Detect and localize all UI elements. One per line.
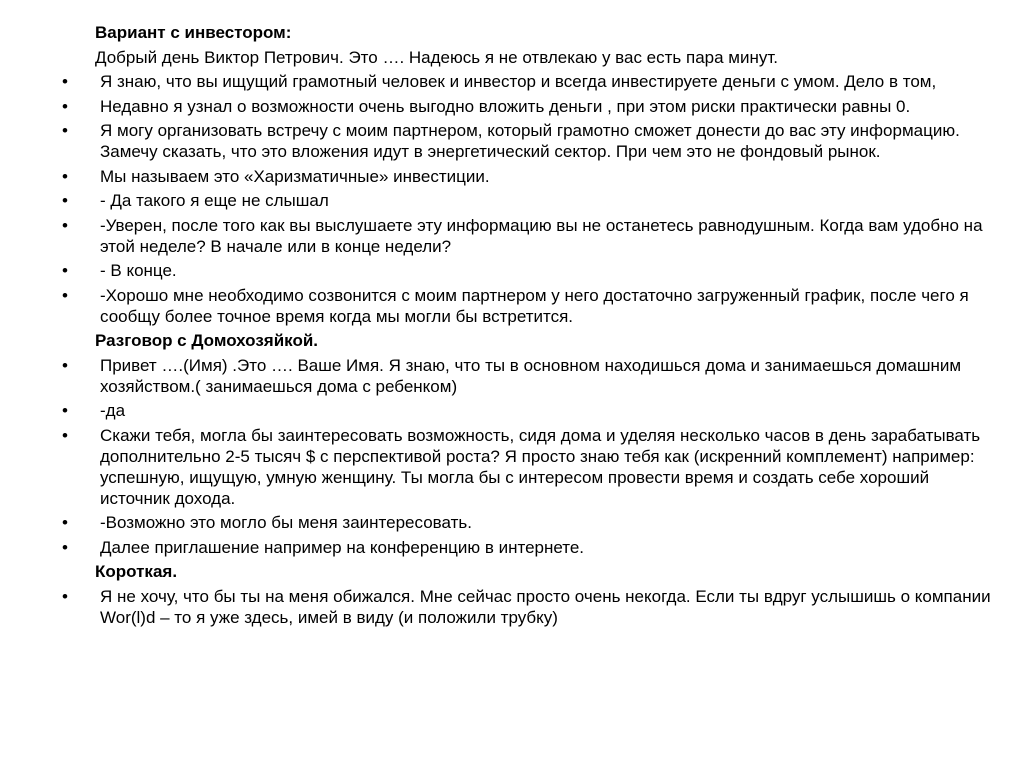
bullet-text: Далее приглашение например на конференцию в интернете. [100, 537, 585, 557]
bullet-icon: • [62, 96, 68, 116]
bullet-item [62, 166, 992, 187]
section-heading-investor: Вариант с инвестором: [95, 23, 292, 42]
bullet-text: Я могу организовать встречу с моим партнером, который грамотно сможет донести до вас эту информацию. Замечу сказать, что это вложения идут в энергетический сектор. При чем это не фондовый рынок. [100, 121, 960, 161]
bullet-icon: • [62, 586, 68, 606]
bullet-text: -Хорошо мне необходимо созвонится с моим партнером у него достаточно загруженный график, после чего я сообщу более точное время когда мы могли бы встретится. [100, 285, 969, 326]
bullet-item [62, 400, 992, 421]
bullet-item [62, 71, 992, 92]
bullet-item [62, 96, 992, 117]
bullet-item [62, 120, 992, 162]
bullet-text: Я знаю, что вы ищущий грамотный человек и инвестор и всегда инвестируете деньги с умом. Дело в том, [100, 72, 937, 91]
bullet-icon: • [62, 513, 68, 532]
bullet-text: -да [100, 401, 126, 420]
bullet-item [62, 537, 992, 558]
bullet-text: - Да такого я еще не слышал [100, 191, 329, 210]
bullet-item [62, 355, 992, 397]
bullet-text: -Уверен, после того как вы выслушаете эту информацию вы не останетесь равнодушным. Когда вам удобно на этой неделе? В начале или в конце недели? [100, 215, 983, 256]
bullet-icon: • [62, 425, 68, 445]
section-heading-housewife: Разговор с Домохозяйкой. [95, 331, 319, 350]
section-heading-short: Короткая. [95, 562, 178, 581]
bullet-item [62, 586, 992, 628]
slide-content [62, 22, 992, 631]
bullet-icon: • [62, 401, 68, 420]
bullet-text: Мы называем это «Харизматичные» инвестиции. [100, 166, 490, 186]
bullet-item [62, 425, 992, 509]
bullet-item [62, 215, 992, 257]
bullet-text: - В конце. [100, 261, 177, 280]
bullet-text: -Возможно это могло бы меня заинтересовать. [100, 513, 472, 532]
bullet-icon: • [62, 121, 68, 140]
bullet-icon: • [62, 191, 68, 210]
bullet-icon: • [62, 215, 68, 235]
bullet-text: Привет ….(Имя) .Это …. Ваше Имя. Я знаю, что ты в основном находишься дома и занимаешься домашним хозяйством.( занимаешься дома с ребенком) [100, 355, 962, 396]
bullet-text: Скажи тебя, могла бы заинтересовать возможность, сидя дома и уделяя несколько часов в день зарабатывать дополнительно 2-5 тысяч $ с перспективой роста? Я просто знаю тебя как (искренний комплемент) например: успешную, ищущую, умную женщину. Ты могла бы с интересом провести время и создать себе хороший источник дохода. [100, 425, 981, 508]
bullet-icon: • [62, 537, 68, 557]
bullet-item [62, 190, 992, 211]
bullet-item [62, 512, 992, 533]
bullet-text: Я не хочу, что бы ты на меня обижался. Мне сейчас просто очень некогда. Если ты вдруг услышишь о компании Wor(l)d – то я уже здесь, имей в виду (и положили трубку) [100, 586, 991, 627]
bullet-icon: • [62, 72, 68, 91]
bullet-icon: • [62, 355, 68, 375]
greeting-line: Добрый день Виктор Петрович. Это …. Надеюсь я не отвлекаю у вас есть пара минут. [95, 47, 778, 67]
bullet-icon: • [62, 285, 68, 305]
bullet-icon: • [62, 166, 68, 186]
bullet-text: Недавно я узнал о возможности очень выгодно вложить деньги , при этом риски практически равны 0. [100, 96, 911, 116]
bullet-item [62, 285, 992, 327]
bullet-icon: • [62, 261, 68, 280]
bullet-item [62, 260, 992, 281]
